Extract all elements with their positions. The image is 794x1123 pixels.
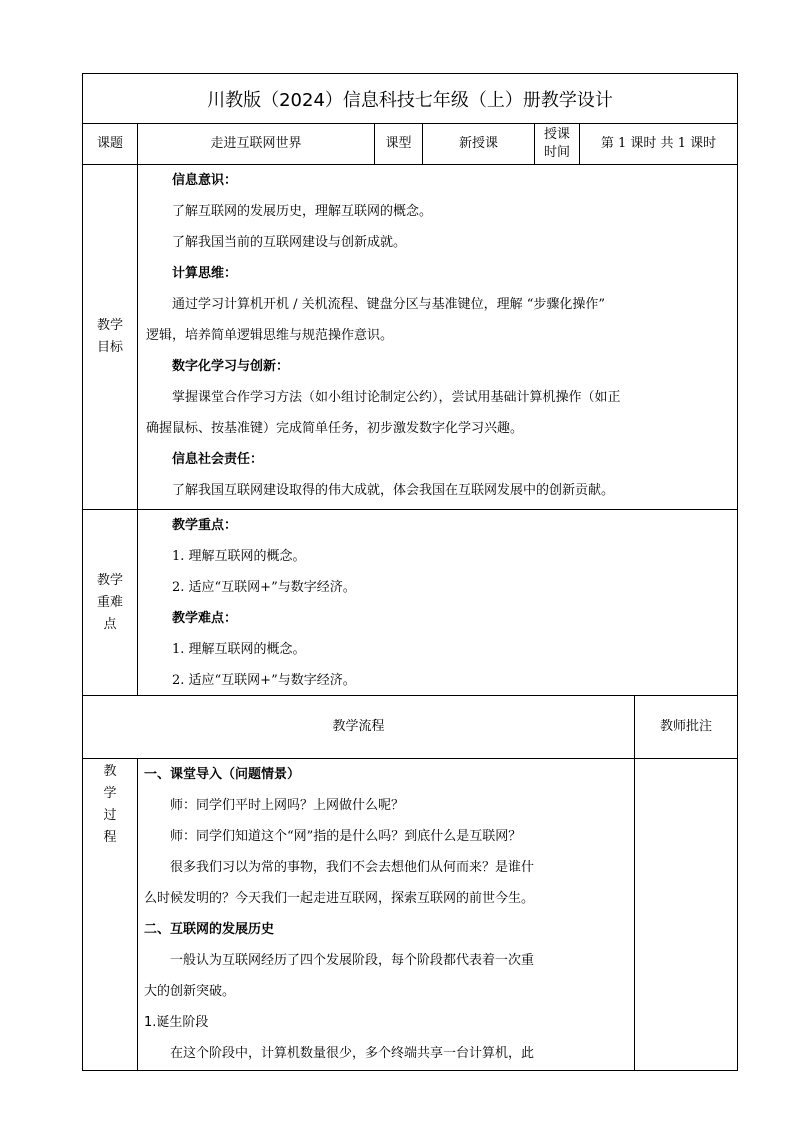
- difficult-point-item: 2. 适应“互联网+”与数字经济。: [172, 673, 356, 688]
- key-points-label: 教学重难点: [96, 572, 123, 632]
- objectives-content: [137, 164, 738, 510]
- section-heading: 二、互联网的发展历史: [144, 922, 275, 937]
- objective-line: 了解我国当前的互联网建设与创新成就。: [172, 235, 407, 250]
- lesson-type-label: 课型: [374, 123, 423, 165]
- key-point-item: 2. 适应“互联网+”与数字经济。: [172, 580, 356, 595]
- process-line: 一般认为互联网经历了四个发展阶段，每个阶段都代表着一次重: [170, 953, 535, 968]
- process-line: 么时候发明的？今天我们一起走进互联网，探索互联网的前世今生。: [144, 891, 535, 906]
- objectives-label-cell: [82, 164, 138, 510]
- teacher-notes-cell: [634, 758, 738, 1071]
- key-points-content: [137, 509, 738, 696]
- difficult-point-item: 1. 理解互联网的概念。: [172, 642, 306, 657]
- section-heading: 一、课堂导入（问题情景）: [144, 767, 301, 782]
- lesson-type-value: 新授课: [422, 123, 535, 165]
- process-content: [137, 758, 635, 1071]
- objective-line: 确握鼠标、按基准键）完成简单任务，初步激发数字化学习兴趣。: [146, 421, 524, 436]
- objective-line: 了解我国互联网建设取得的伟大成就，体会我国在互联网发展中的创新贡献。: [172, 483, 615, 498]
- process-label-cell: [82, 758, 138, 1071]
- objective-heading: 信息意识：: [172, 173, 238, 188]
- process-line: 很多我们习以为常的事物，我们不会去想他们从何而来？是谁什: [170, 860, 535, 875]
- subsection-heading: 1.诞生阶段: [144, 1015, 209, 1030]
- topic-label: 课题: [82, 123, 138, 165]
- key-points-label-cell: [82, 509, 138, 696]
- objective-heading: 数字化学习与创新：: [172, 359, 290, 374]
- class-time-value: 第 1 课时 共 1 课时: [579, 123, 738, 165]
- objective-line: 通过学习计算机开机 / 关机流程、键盘分区与基准键位，理解 “步骤化操作”: [172, 297, 606, 312]
- objective-heading: 信息社会责任：: [172, 452, 264, 467]
- objective-heading: 计算思维：: [172, 266, 238, 281]
- teacher-notes-header: 教师批注: [634, 695, 738, 759]
- process-label: 教学过程: [103, 764, 117, 845]
- objective-line: 逻辑，培养简单逻辑思维与规范操作意识。: [146, 328, 394, 343]
- process-line: 师：同学们知道这个“网”指的是什么吗？到底什么是互联网？: [170, 829, 522, 844]
- difficult-points-heading: 教学难点：: [172, 611, 238, 626]
- process-line: 师：同学们平时上网吗？上网做什么呢？: [170, 798, 405, 813]
- process-line: 在这个阶段中，计算机数量很少，多个终端共享一台计算机，此: [170, 1046, 535, 1061]
- teaching-flow-header: 教学流程: [82, 695, 635, 759]
- class-time-label: 授课时间: [534, 123, 580, 165]
- document-title: 川教版（2024）信息科技七年级（上）册教学设计: [82, 73, 738, 124]
- objective-line: 了解互联网的发展历史，理解互联网的概念。: [172, 204, 433, 219]
- key-point-item: 1. 理解互联网的概念。: [172, 549, 306, 564]
- key-points-heading: 教学重点：: [172, 518, 238, 533]
- objective-line: 掌握课堂合作学习方法（如小组讨论制定公约），尝试用基础计算机操作（如正: [172, 390, 621, 405]
- topic-value: 走进互联网世界: [137, 123, 375, 165]
- process-line: 大的创新突破。: [144, 984, 236, 999]
- objectives-label: 教学目标: [96, 318, 123, 355]
